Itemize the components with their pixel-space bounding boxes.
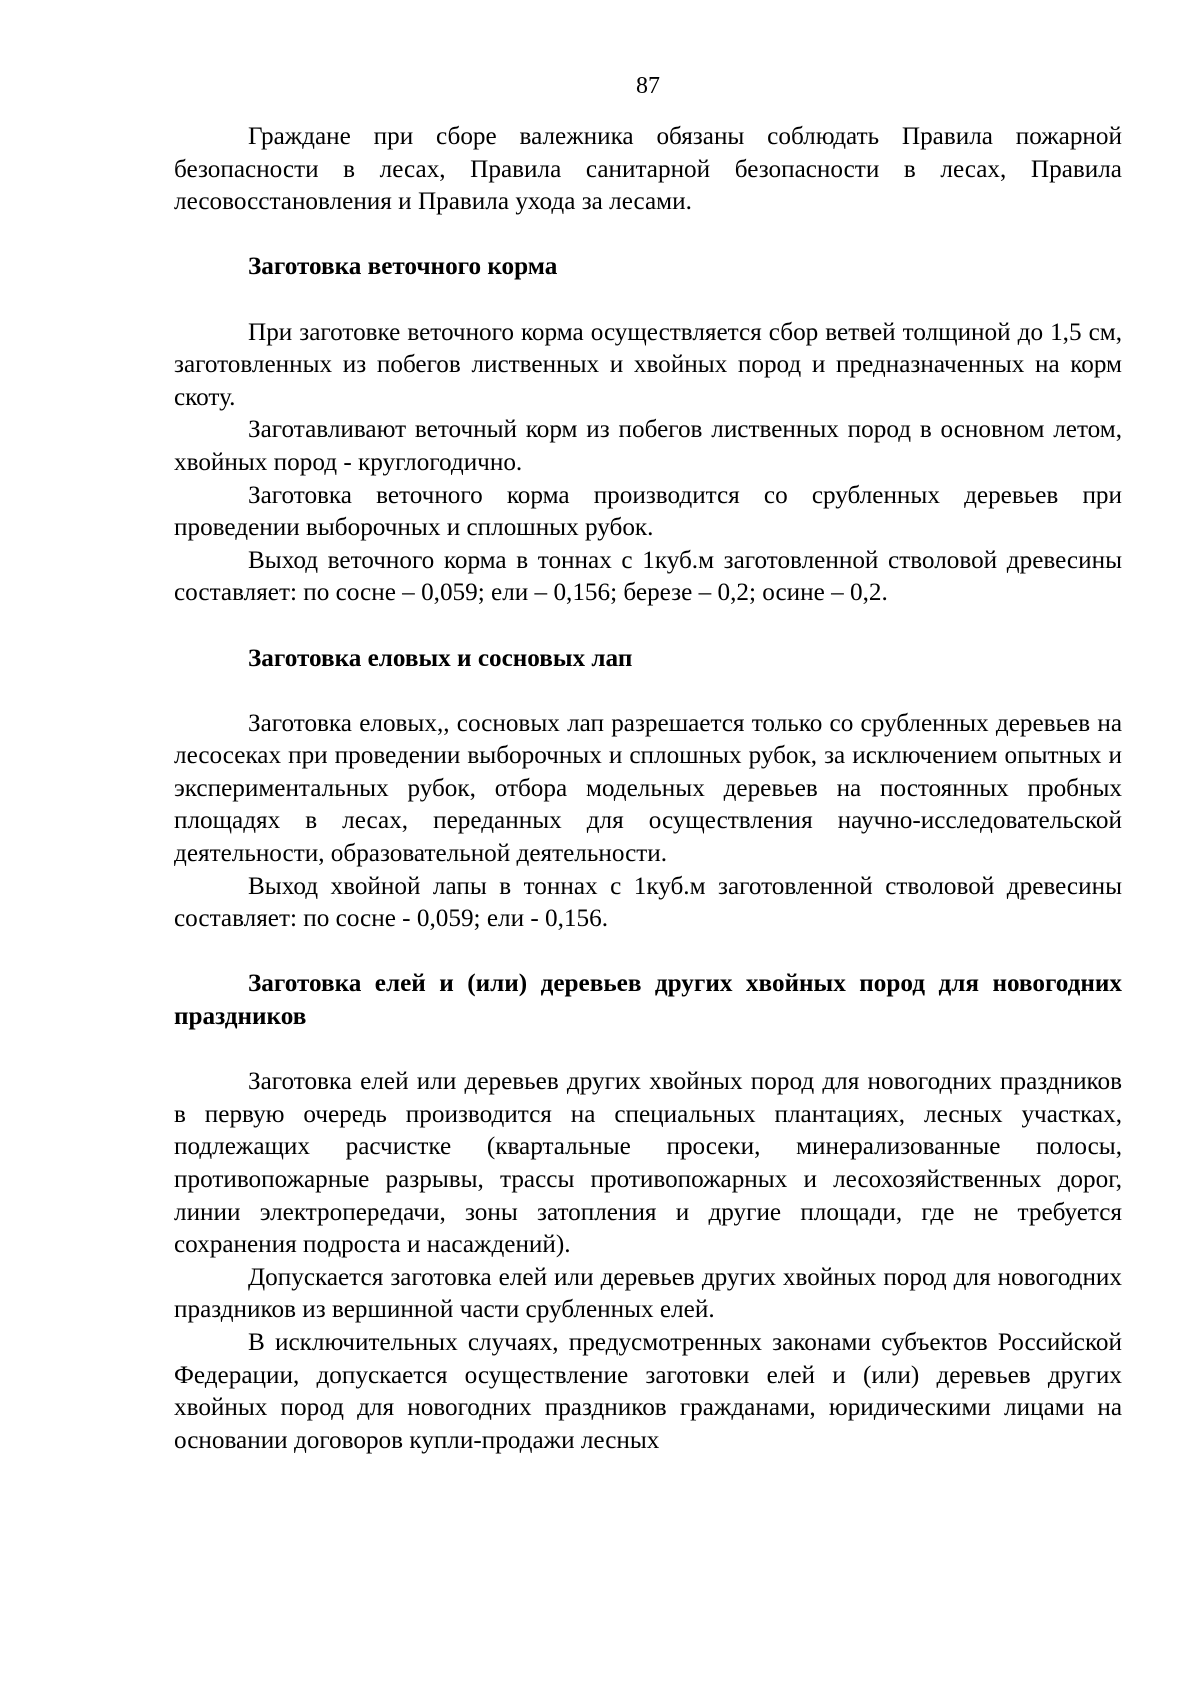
paragraph: Заготовка еловых,, сосновых лап разрешается только со срубленных деревьев на лесосеках при проведении выборочных и сплошных рубок, за исключением опытных и экспериментальных рубок, отбора модельных деревьев на постоянных пробных площадях в лесах, переданных для осуществления научно-исследовательской деятельности, образовательной деятельности. [174,709,1122,868]
paragraph: При заготовке веточного корма осуществляется сбор ветвей толщиной до 1,5 см, заготовленных из побегов лиственных и хвойных пород и предназначенных на корм скоту. [174,318,1122,411]
paragraph: Заготовка елей или деревьев других хвойных пород для новогодних праздников в первую очередь производится на специальных плантациях, лесных участках, подлежащих расчистке (квартальные просеки, минерализованные полосы, противопожарные разрывы, трассы противопожарных и лесохозяйственных дорог, линии электропередачи, зоны затопления и другие площади, где не требуется сохранения подроста и насаждений). [174,1068,1122,1259]
paragraph: Допускается заготовка елей или деревьев других хвойных пород для новогодних праздников из вершинной части срубленных елей. [174,1263,1122,1324]
paragraph: Граждане при сборе валежника обязаны соблюдать Правила пожарной безопасности в лесах, Правила санитарной безопасности в лесах, Правила лесовосстановления и Правила ухода за лесами. [174,123,1122,216]
paragraph: Заготовка веточного корма производится со срубленных деревьев при проведении выборочных и сплошных рубок. [174,481,1122,542]
paragraph: В исключительных случаях, предусмотренных законами субъектов Российской Федерации, допускается осуществление заготовки елей и (или) деревьев других хвойных пород для новогодних праздников гражданами, юридическими лицами на основании договоров купли-продажи лесных [174,1328,1122,1454]
section-heading: Заготовка веточного корма [248,253,558,281]
paragraph: Выход хвойной лапы в тоннах с 1куб.м заготовленной стволовой древесины составляет: по сосне - 0,059; ели - 0,156. [174,872,1122,933]
section-heading: Заготовка елей и (или) деревьев других хвойных пород для новогодних праздников [174,970,1122,1031]
section-heading: Заготовка еловых и сосновых лап [248,644,633,672]
document-body [174,121,1122,1457]
paragraph: Заготавливают веточный корм из побегов лиственных пород в основном летом, хвойных пород - круглогодично. [174,416,1122,476]
document-page [174,0,1122,1697]
paragraph: Выход веточного корма в тоннах с 1куб.м заготовленной стволовой древесины составляет: по сосне – 0,059; ели – 0,156; березе – 0,2; осине – 0,2. [174,546,1122,607]
page-number: 87 [636,73,660,99]
